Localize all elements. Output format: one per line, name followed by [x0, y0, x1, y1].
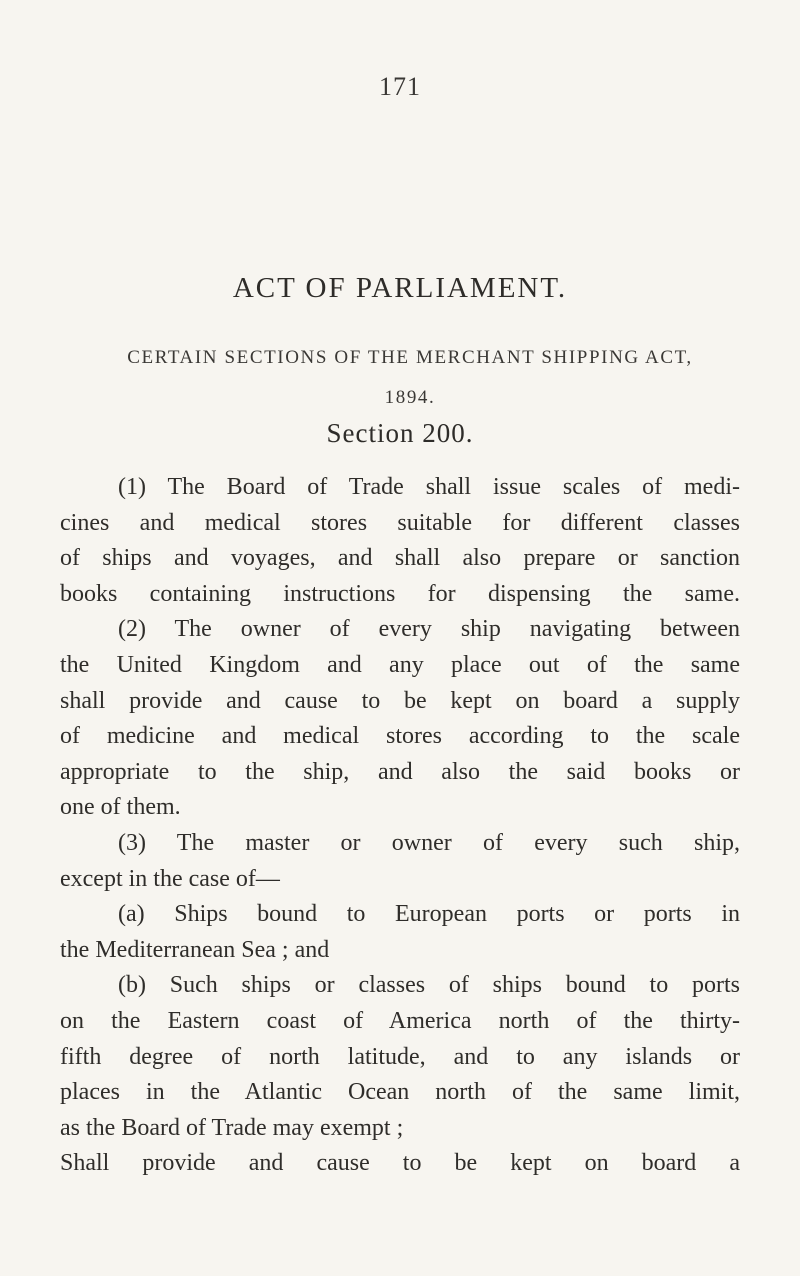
text-line: on the Eastern coast of America north of the thirty-	[60, 1007, 740, 1034]
text-line: (b) Such ships or classes of ships bound to ports	[118, 972, 740, 999]
text-line: books containing instructions for dispensing the same.	[60, 580, 740, 607]
text-line: (a) Ships bound to European ports or ports in	[118, 901, 740, 928]
text-line: except in the case of—	[60, 865, 280, 892]
document-title: ACT OF PARLIAMENT.	[232, 272, 568, 304]
text-line: Shall provide and cause to be kept on board a	[60, 1150, 740, 1177]
text-line: of medicine and medical stores according to the scale	[60, 723, 740, 750]
text-line: one of them.	[60, 794, 181, 821]
text-line: cines and medical stores suitable for different classes	[60, 509, 740, 536]
text-line: places in the Atlantic Ocean north of the same limit,	[60, 1079, 740, 1106]
page-number: 171	[379, 72, 421, 101]
section-heading: Section 200.	[326, 418, 474, 448]
subtitle-line: 1894.	[384, 387, 436, 408]
text-line: appropriate to the ship, and also the said books or	[60, 758, 740, 785]
text-line: the United Kingdom and any place out of the same	[60, 651, 740, 678]
document-subtitle	[60, 338, 760, 418]
text-line: of ships and voyages, and shall also prepare or sanction	[60, 545, 740, 572]
text-line: as the Board of Trade may exempt ;	[60, 1114, 404, 1141]
text-line: the Mediterranean Sea ; and	[60, 936, 330, 963]
text-line: (3) The master or owner of every such ship,	[118, 829, 740, 856]
body-text	[60, 470, 740, 1182]
text-line: (2) The owner of every ship navigating between	[118, 616, 740, 643]
subtitle-line: CERTAIN SECTIONS OF THE MERCHANT SHIPPING ACT,	[127, 347, 693, 368]
text-line: fifth degree of north latitude, and to any islands or	[60, 1043, 740, 1070]
text-line: (1) The Board of Trade shall issue scales of medi-	[118, 474, 740, 500]
text-line: shall provide and cause to be kept on board a supply	[60, 687, 740, 714]
